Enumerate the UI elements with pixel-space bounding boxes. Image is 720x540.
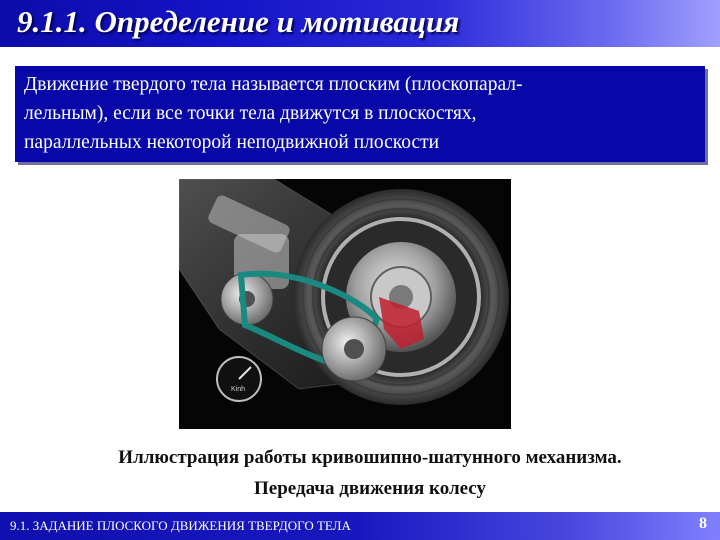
mechanism-illustration bbox=[179, 179, 511, 429]
gauge-label: Kinh bbox=[231, 386, 246, 393]
page-number: 8 bbox=[699, 515, 707, 532]
slide-title: 9.1.1. Определение и мотивация bbox=[17, 4, 460, 39]
mechanism-drawing bbox=[179, 179, 511, 429]
definition-text: Движение твердого тела называется плоским (плоскопарал- лельным), если все точки тела движутся в плоскостях, параллельных некоторой неподвижной плоскости bbox=[24, 74, 523, 153]
footer-bar bbox=[0, 512, 720, 540]
image-caption: Иллюстрация работы кривошипно-шатунного механизма. Передача движения колесу bbox=[118, 447, 622, 499]
definition-box bbox=[15, 66, 705, 162]
title-bar bbox=[0, 0, 720, 47]
footer-section-title: 9.1. ЗАДАНИЕ ПЛОСКОГО ДВИЖЕНИЯ ТВЕРДОГО ТЕЛА bbox=[10, 518, 351, 533]
